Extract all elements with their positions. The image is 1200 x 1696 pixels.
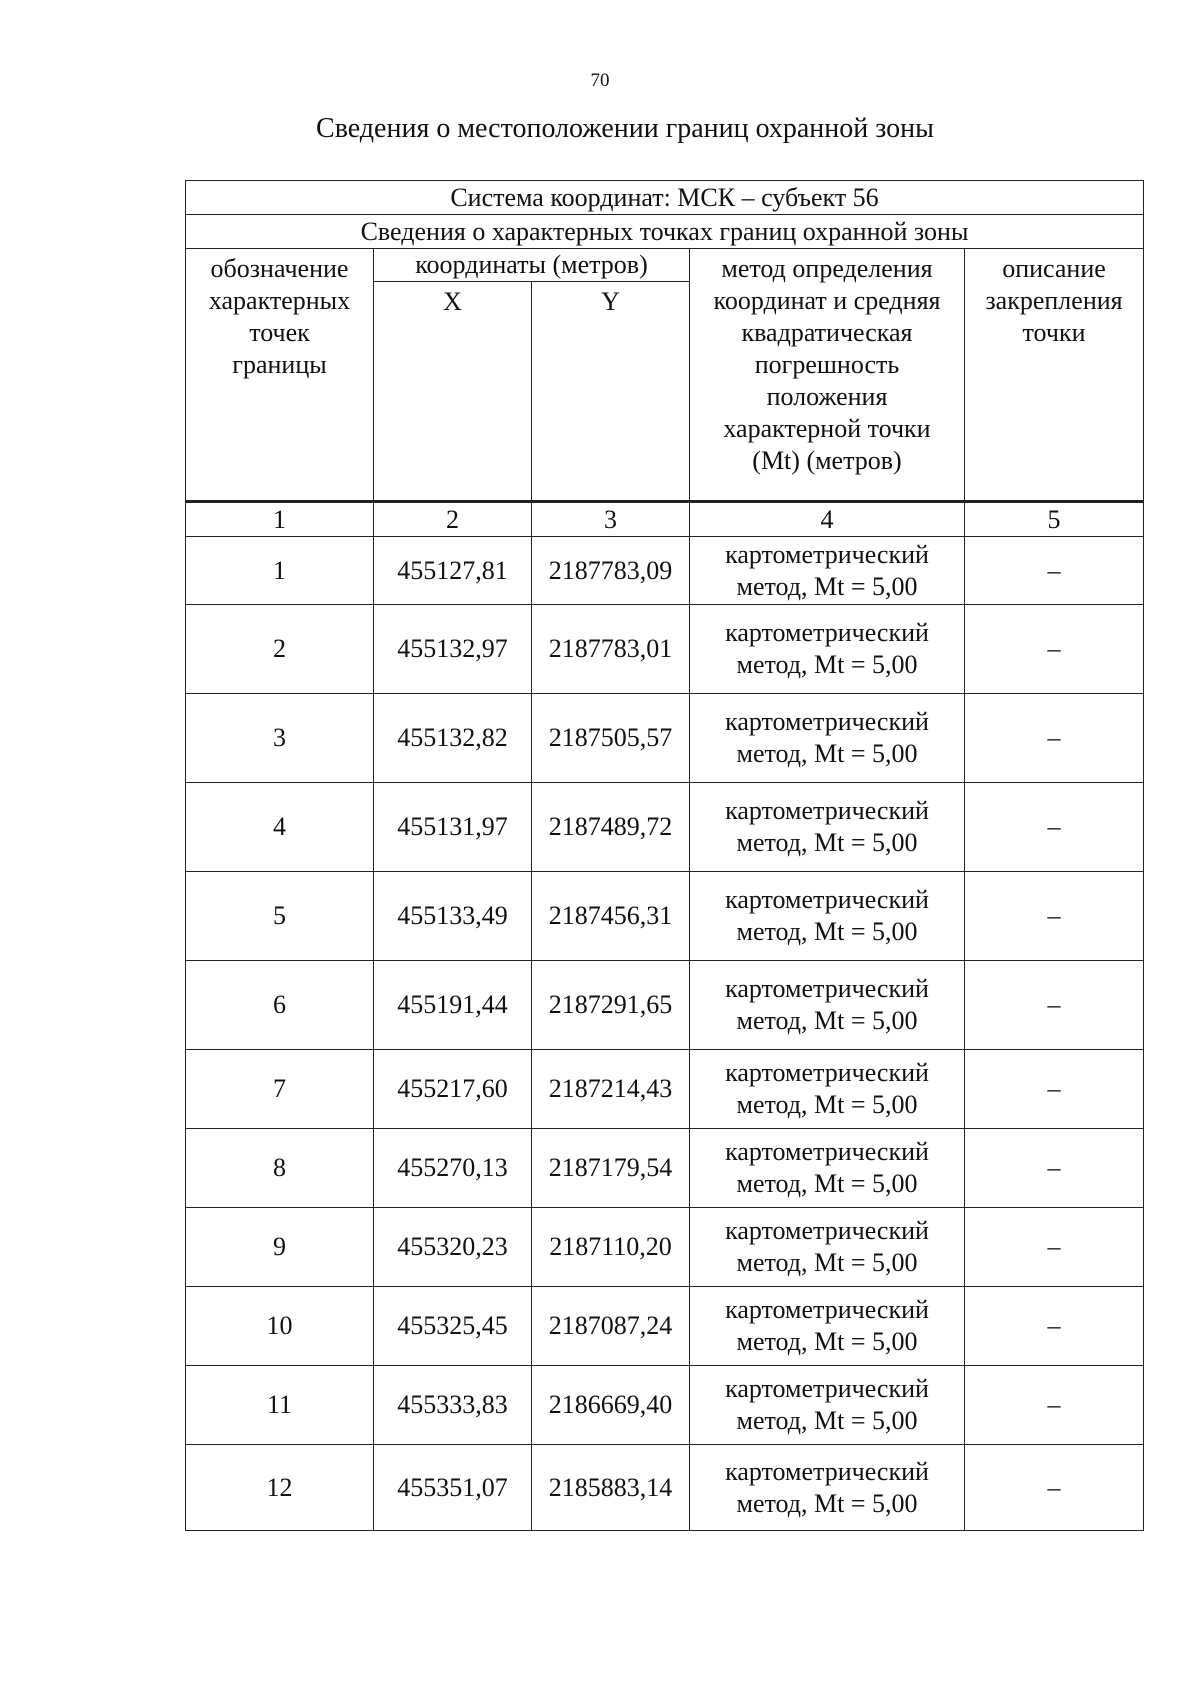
point-number-cell: 11 [186, 1366, 374, 1445]
header-text: границы [232, 350, 327, 379]
method-text: картометрический [725, 1456, 929, 1486]
point-number-cell: 9 [186, 1208, 374, 1287]
y-coordinate-cell: 2187179,54 [532, 1129, 690, 1208]
fixation-description-cell: – [965, 961, 1144, 1050]
header-text: закрепления [985, 286, 1123, 315]
header-text: метод определения [721, 254, 933, 283]
table-row [186, 1445, 1144, 1531]
x-coordinate-cell: 455132,97 [374, 605, 532, 694]
header-text: описание [1002, 254, 1106, 283]
fixation-description-cell: – [965, 605, 1144, 694]
y-coordinate-cell: 2187489,72 [532, 783, 690, 872]
x-coordinate-cell: 455320,23 [374, 1208, 532, 1287]
method-cell [690, 1287, 965, 1366]
method-text: картометрический [725, 707, 929, 736]
point-number-cell: 6 [186, 961, 374, 1050]
x-coordinate-cell: 455131,97 [374, 783, 532, 872]
method-cell [690, 1445, 965, 1531]
column-number: 3 [532, 502, 690, 537]
table-row [186, 1050, 1144, 1129]
header-text: (Mt) (метров) [752, 446, 902, 475]
point-number-cell: 12 [186, 1445, 374, 1531]
method-text: картометрический [725, 1058, 929, 1087]
x-coordinate-cell: 455333,83 [374, 1366, 532, 1445]
column-number: 2 [374, 502, 532, 537]
method-text: метод, Mt = 5,00 [736, 828, 918, 857]
fixation-description-cell: – [965, 537, 1144, 605]
method-text: картометрический [725, 618, 929, 647]
method-text: метод, Mt = 5,00 [736, 1248, 918, 1277]
method-cell [690, 537, 965, 605]
method-cell [690, 1366, 965, 1445]
header-text: положения [766, 382, 888, 411]
fixation-description-cell: – [965, 1050, 1144, 1129]
header-fixation-description [965, 249, 1144, 502]
table-row [186, 537, 1144, 605]
x-coordinate-cell: 455127,81 [374, 537, 532, 605]
point-number-cell: 5 [186, 872, 374, 961]
y-coordinate-cell: 2187087,24 [532, 1287, 690, 1366]
header-coordinates: координаты (метров) [374, 249, 690, 282]
method-cell [690, 872, 965, 961]
method-text: картометрический [725, 1374, 929, 1403]
x-coordinate-cell: 455132,82 [374, 694, 532, 783]
method-text: картометрический [725, 1216, 929, 1245]
fixation-description-cell: – [965, 872, 1144, 961]
table-subtitle-cell: Сведения о характерных точках границ охранной зоны [186, 215, 1144, 249]
table-row [186, 694, 1144, 783]
method-text: метод, Mt = 5,00 [736, 1488, 918, 1518]
header-text: обозначение [210, 254, 349, 283]
y-coordinate-cell: 2187214,43 [532, 1050, 690, 1129]
header-text: квадратическая [741, 318, 913, 347]
table-row [186, 1287, 1144, 1366]
method-text: картометрический [725, 1137, 929, 1166]
x-coordinate-cell: 455325,45 [374, 1287, 532, 1366]
x-coordinate-cell: 455191,44 [374, 961, 532, 1050]
method-text: метод, Mt = 5,00 [736, 917, 918, 946]
method-text: метод, Mt = 5,00 [736, 650, 918, 679]
header-text: координат и средняя [713, 286, 941, 315]
header-text: характерной точки [723, 414, 931, 443]
page-number: 70 [590, 70, 610, 91]
method-cell [690, 605, 965, 694]
method-text: метод, Mt = 5,00 [736, 1090, 918, 1119]
table-row [186, 1366, 1144, 1445]
y-coordinate-cell: 2187291,65 [532, 961, 690, 1050]
table-row [186, 961, 1144, 1050]
header-text: характерных [208, 286, 351, 315]
x-coordinate-cell: 455351,07 [374, 1445, 532, 1531]
page-title: Сведения о местоположении границ охранной зоны [316, 113, 934, 144]
column-number: 1 [186, 502, 374, 537]
y-coordinate-cell: 2185883,14 [532, 1445, 690, 1531]
header-text: точки [1022, 318, 1086, 347]
fixation-description-cell: – [965, 1366, 1144, 1445]
method-cell [690, 783, 965, 872]
y-coordinate-cell: 2187783,01 [532, 605, 690, 694]
table-row [186, 783, 1144, 872]
x-coordinate-cell: 455217,60 [374, 1050, 532, 1129]
method-text: картометрический [725, 1295, 929, 1324]
y-coordinate-cell: 2187505,57 [532, 694, 690, 783]
fixation-description-cell: – [965, 1129, 1144, 1208]
method-cell [690, 1050, 965, 1129]
point-number-cell: 7 [186, 1050, 374, 1129]
header-y: Y [532, 282, 690, 502]
method-text: картометрический [725, 885, 929, 914]
table-row [186, 605, 1144, 694]
method-text: метод, Mt = 5,00 [736, 1006, 918, 1035]
point-number-cell: 8 [186, 1129, 374, 1208]
header-method [690, 249, 965, 502]
fixation-description-cell: – [965, 1287, 1144, 1366]
coord-system-cell: Система координат: МСК – субъект 56 [186, 181, 1144, 215]
y-coordinate-cell: 2187456,31 [532, 872, 690, 961]
fixation-description-cell: – [965, 1445, 1144, 1531]
method-text: метод, Mt = 5,00 [736, 571, 918, 601]
y-coordinate-cell: 2187110,20 [532, 1208, 690, 1287]
header-point-designation [186, 249, 374, 502]
table-row [186, 1208, 1144, 1287]
method-text: картометрический [725, 796, 929, 825]
x-coordinate-cell: 455270,13 [374, 1129, 532, 1208]
method-cell [690, 961, 965, 1050]
header-text: точек [249, 318, 310, 347]
fixation-description-cell: – [965, 694, 1144, 783]
point-number-cell: 2 [186, 605, 374, 694]
fixation-description-cell: – [965, 783, 1144, 872]
point-number-cell: 3 [186, 694, 374, 783]
column-number: 4 [690, 502, 965, 537]
header-x: X [374, 282, 532, 502]
y-coordinate-cell: 2186669,40 [532, 1366, 690, 1445]
method-cell [690, 1208, 965, 1287]
table-row [186, 872, 1144, 961]
method-text: картометрический [725, 974, 929, 1003]
method-text: метод, Mt = 5,00 [736, 1327, 918, 1356]
method-text: метод, Mt = 5,00 [736, 739, 918, 768]
column-number: 5 [965, 502, 1144, 537]
point-number-cell: 1 [186, 537, 374, 605]
method-text: картометрический [725, 539, 929, 569]
method-text: метод, Mt = 5,00 [736, 1406, 918, 1435]
method-cell [690, 1129, 965, 1208]
boundary-points-table [185, 180, 1144, 1531]
point-number-cell: 4 [186, 783, 374, 872]
point-number-cell: 10 [186, 1287, 374, 1366]
x-coordinate-cell: 455133,49 [374, 872, 532, 961]
method-text: метод, Mt = 5,00 [736, 1169, 918, 1198]
method-cell [690, 694, 965, 783]
header-text: погрешность [754, 350, 900, 379]
y-coordinate-cell: 2187783,09 [532, 537, 690, 605]
table-row [186, 1129, 1144, 1208]
fixation-description-cell: – [965, 1208, 1144, 1287]
